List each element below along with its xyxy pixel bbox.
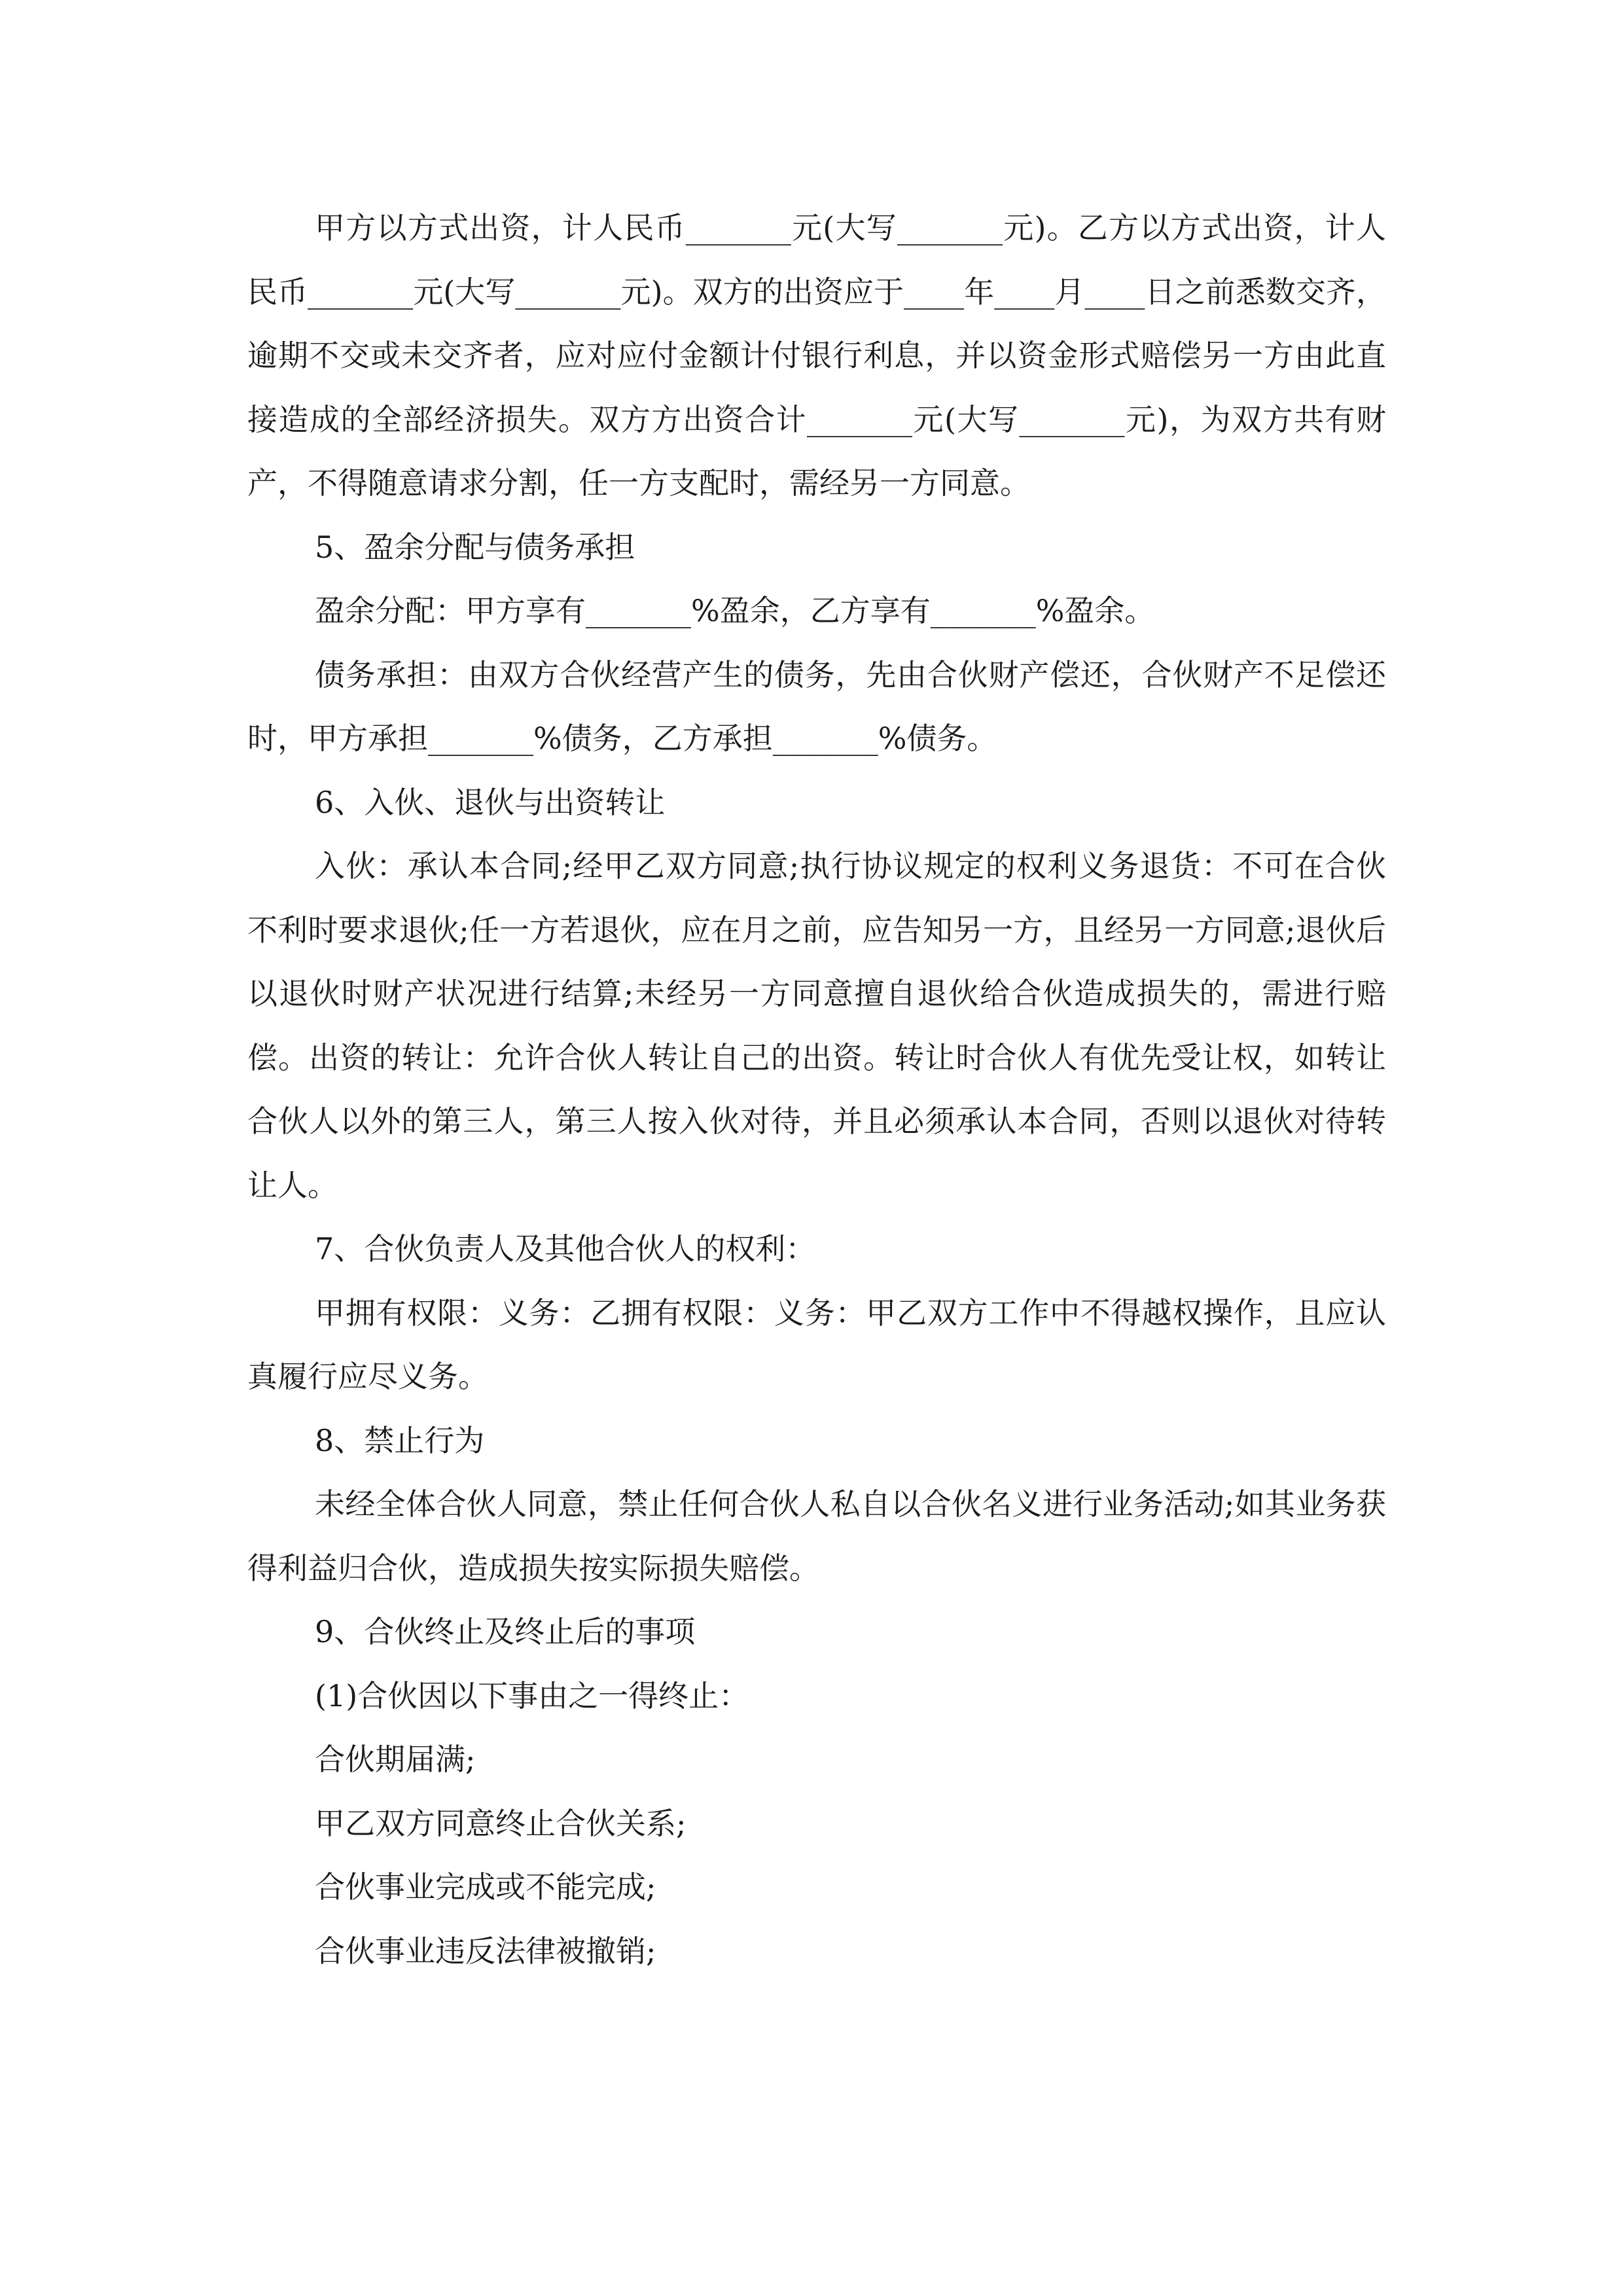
list-item: 合伙期届满; xyxy=(315,1742,476,1777)
paragraph-capital-contribution: 甲方以方式出资，计人民币_______元(大写_______元)。乙方以方式出资，计人民币_______元(大写_______元)。双方的出资应于____年____月____日之前悉数交齐，逾期不交或未交齐者，应对应付金额计付银行利息，并以资金形式赔偿另一方由此直接造成的全部经济损失。双方方出资合计_______元(大写_______元)，为双方共有财产，不得随意请求分割，任一方支配时，需经另一方同意。 xyxy=(247,210,1386,501)
section-heading-6: 6、入伙、退伙与出资转让 xyxy=(315,784,666,820)
list-item: 甲乙双方同意终止合伙关系; xyxy=(315,1805,687,1841)
section-heading-8: 8、禁止行为 xyxy=(315,1422,485,1458)
list-item: 合伙事业完成或不能完成; xyxy=(315,1869,656,1905)
paragraph-admission-withdrawal: 入伙：承认本合同;经甲乙双方同意;执行协议规定的权利义务退货：不可在合伙不利时要求退伙;任一方若退伙，应在月之前，应告知另一方，且经另一方同意;退伙后以退伙时财产状况进行结算;未经另一方同意擅自退伙给合伙造成损失的，需进行赔偿。出资的转让：允许合伙人转让自己的出资。转让时合伙人有优先受让权，如转让合伙人以外的第三人，第三人按入伙对待，并且必须承认本合同，否则以退伙对待转让人。 xyxy=(247,848,1386,1203)
section-heading-9: 9、合伙终止及终止后的事项 xyxy=(315,1614,696,1649)
section-heading-5: 5、盈余分配与债务承担 xyxy=(315,529,635,565)
paragraph-debt-bearing: 债务承担：由双方合伙经营产生的债务，先由合伙财产偿还，合伙财产不足偿还时，甲方承担_______%债务，乙方承担_______%债务。 xyxy=(247,656,1386,756)
paragraph-profit-distribution: 盈余分配：甲方享有_______%盈余，乙方享有_______%盈余。 xyxy=(315,593,1155,628)
list-item-termination-causes: (1)合伙因以下事由之一得终止： xyxy=(315,1677,749,1713)
document-page xyxy=(247,196,1386,1983)
list-item: 合伙事业违反法律被撤销; xyxy=(315,1933,656,1969)
section-heading-7: 7、合伙负责人及其他合伙人的权利： xyxy=(315,1231,816,1266)
paragraph-prohibited-acts: 未经全体合伙人同意，禁止任何合伙人私自以合伙名义进行业务活动;如其业务获得利益归合伙，造成损失按实际损失赔偿。 xyxy=(247,1486,1386,1586)
paragraph-rights: 甲拥有权限：义务：乙拥有权限：义务：甲乙双方工作中不得越权操作，且应认真履行应尽义务。 xyxy=(247,1295,1386,1394)
